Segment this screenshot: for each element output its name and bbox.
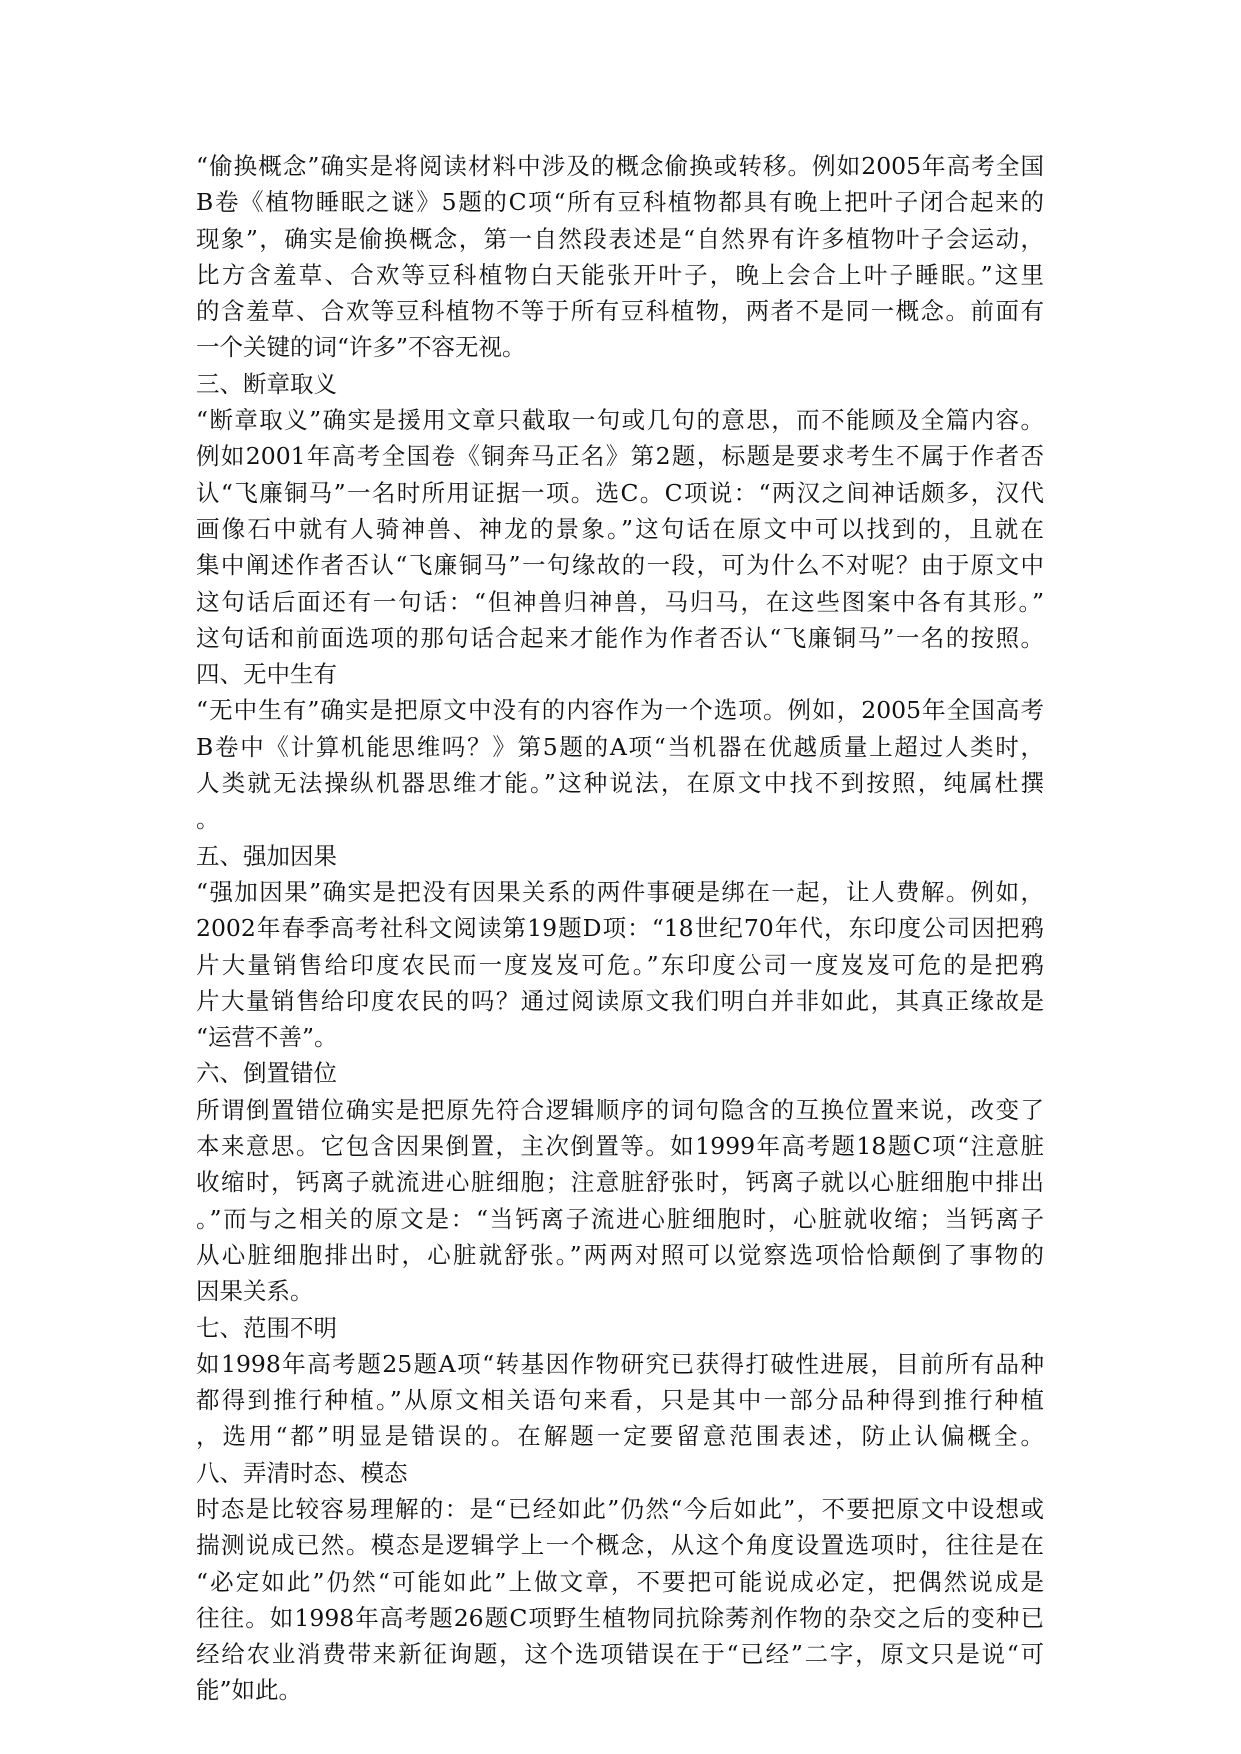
- text-line: 片大量销售给印度农民的吗？通过阅读原文我们明白并非如此，其真正缘故是: [196, 986, 1044, 1015]
- text-line: 从心脏细胞排出时，心脏就舒张。”两两对照可以觉察选项恰恰颠倒了事物的: [196, 1240, 1044, 1269]
- text-line: 比方含羞草、合欢等豆科植物白天能张开叶子，晚上会合上叶子睡眠。”这里: [196, 260, 1044, 289]
- text-line: 认“飞廉铜马”一名时所用证据一项。选C。C项说：“两汉之间神话颇多，汉代: [196, 478, 1044, 507]
- text-line: 五、强加因果: [196, 841, 337, 870]
- text-line: 四、无中生有: [196, 660, 337, 689]
- text-line: “运营不善”。: [196, 1023, 338, 1052]
- text-line: 一个关键的词“许多”不容无视。: [196, 333, 526, 362]
- text-line: 七、范围不明: [196, 1313, 337, 1342]
- text-line: 这句话后面还有一句话：“但神兽归神兽，马归马，在这些图案中各有其形。”: [196, 587, 1044, 616]
- text-line: 揣测说成已然。模态是逻辑学上一个概念，从这个角度设置选项时，往往是在: [196, 1531, 1044, 1560]
- text-line: 六、倒置错位: [196, 1059, 337, 1088]
- text-line: B卷中《计算机能思维吗？》第5题的A项“当机器在优越质量上超过人类时，: [196, 732, 1044, 761]
- document-body: [196, 148, 1044, 1709]
- text-line: “偷换概念”确实是将阅读材料中涉及的概念偷换或转移。例如2005年高考全国: [196, 152, 1044, 180]
- text-line: 这句话和前面选项的那句话合起来才能作为作者否认“飞廉铜马”一名的按照。: [196, 623, 1044, 652]
- text-line: 现象”，确实是偷换概念，第一自然段表述是“自然界有许多植物叶子会运动，: [196, 224, 1044, 253]
- text-line: 能”如此。: [196, 1676, 303, 1705]
- text-line: 往往。如1998年高考题26题C项野生植物同抗除莠剂作物的杂交之后的变种已: [196, 1603, 1044, 1632]
- text-line: ，选用“都”明显是错误的。在解题一定要留意范围表述，防止认偏概全。: [196, 1422, 1044, 1451]
- text-line: 都得到推行种植。”从原文相关语句来看，只是其中一部分品种得到推行种植: [196, 1386, 1044, 1415]
- text-line: 三、断章取义: [196, 369, 337, 398]
- text-line: “强加因果”确实是把没有因果关系的两件事硬是绑在一起，让人费解。例如，: [196, 877, 1044, 906]
- text-line: 因果关系。: [196, 1277, 314, 1306]
- text-line: 收缩时，钙离子就流进心脏细胞；注意脏舒张时，钙离子就以心脏细胞中排出: [196, 1168, 1044, 1197]
- text-line: 所谓倒置错位确实是把原先符合逻辑顺序的词句隐含的互换位置来说，改变了: [196, 1095, 1044, 1124]
- text-line: 时态是比较容易理解的：是“已经如此”仍然“今后如此”，不要把原文中设想或: [196, 1494, 1044, 1523]
- text-line: 的含羞草、合欢等豆科植物不等于所有豆科植物，两者不是同一概念。前面有: [196, 297, 1044, 326]
- text-line: 集中阐述作者否认“飞廉铜马”一句缘故的一段，可为什么不对呢？由于原文中: [196, 551, 1044, 580]
- text-line: 例如2001年高考全国卷《铜奔马正名》第2题，标题是要求考生不属于作者否: [196, 442, 1044, 471]
- text-line: 片大量销售给印度农民而一度岌岌可危。”东印度公司一度岌岌可危的是把鸦: [196, 950, 1044, 979]
- text-line: 。”而与之相关的原文是：“当钙离子流进心脏细胞时，心脏就收缩；当钙离子: [196, 1204, 1044, 1233]
- text-line: 八、弄清时态、模态: [196, 1458, 408, 1487]
- text-line: 。: [196, 805, 220, 834]
- text-line: 2002年春季高考社科文阅读第19题D项：“18世纪70年代，东印度公司因把鸦: [196, 914, 1044, 943]
- text-line: “断章取义”确实是援用文章只截取一句或几句的意思，而不能顾及全篇内容。: [196, 406, 1044, 435]
- text-line: “必定如此”仍然“可能如此”上做文章，不要把可能说成必定，把偶然说成是: [196, 1567, 1044, 1596]
- text-line: B卷《植物睡眠之谜》5题的C项“所有豆科植物都具有晚上把叶子闭合起来的: [196, 188, 1044, 217]
- text-line: “无中生有”确实是把原文中没有的内容作为一个选项。例如，2005年全国高考: [196, 696, 1044, 725]
- text-line: 如1998年高考题25题A项“转基因作物研究已获得打破性进展，目前所有品种: [196, 1349, 1044, 1378]
- text-line: 本来意思。它包含因果倒置，主次倒置等。如1999年高考题18题C项“注意脏: [196, 1132, 1044, 1161]
- text-line: 画像石中就有人骑神兽、神龙的景象。”这句话在原文中可以找到的，且就在: [196, 514, 1044, 543]
- text-line: 人类就无法操纵机器思维才能。”这种说法，在原文中找不到按照，纯属杜撰: [196, 769, 1044, 798]
- text-line: 经给农业消费带来新征询题，这个选项错误在于“已经”二字，原文只是说“可: [196, 1640, 1044, 1669]
